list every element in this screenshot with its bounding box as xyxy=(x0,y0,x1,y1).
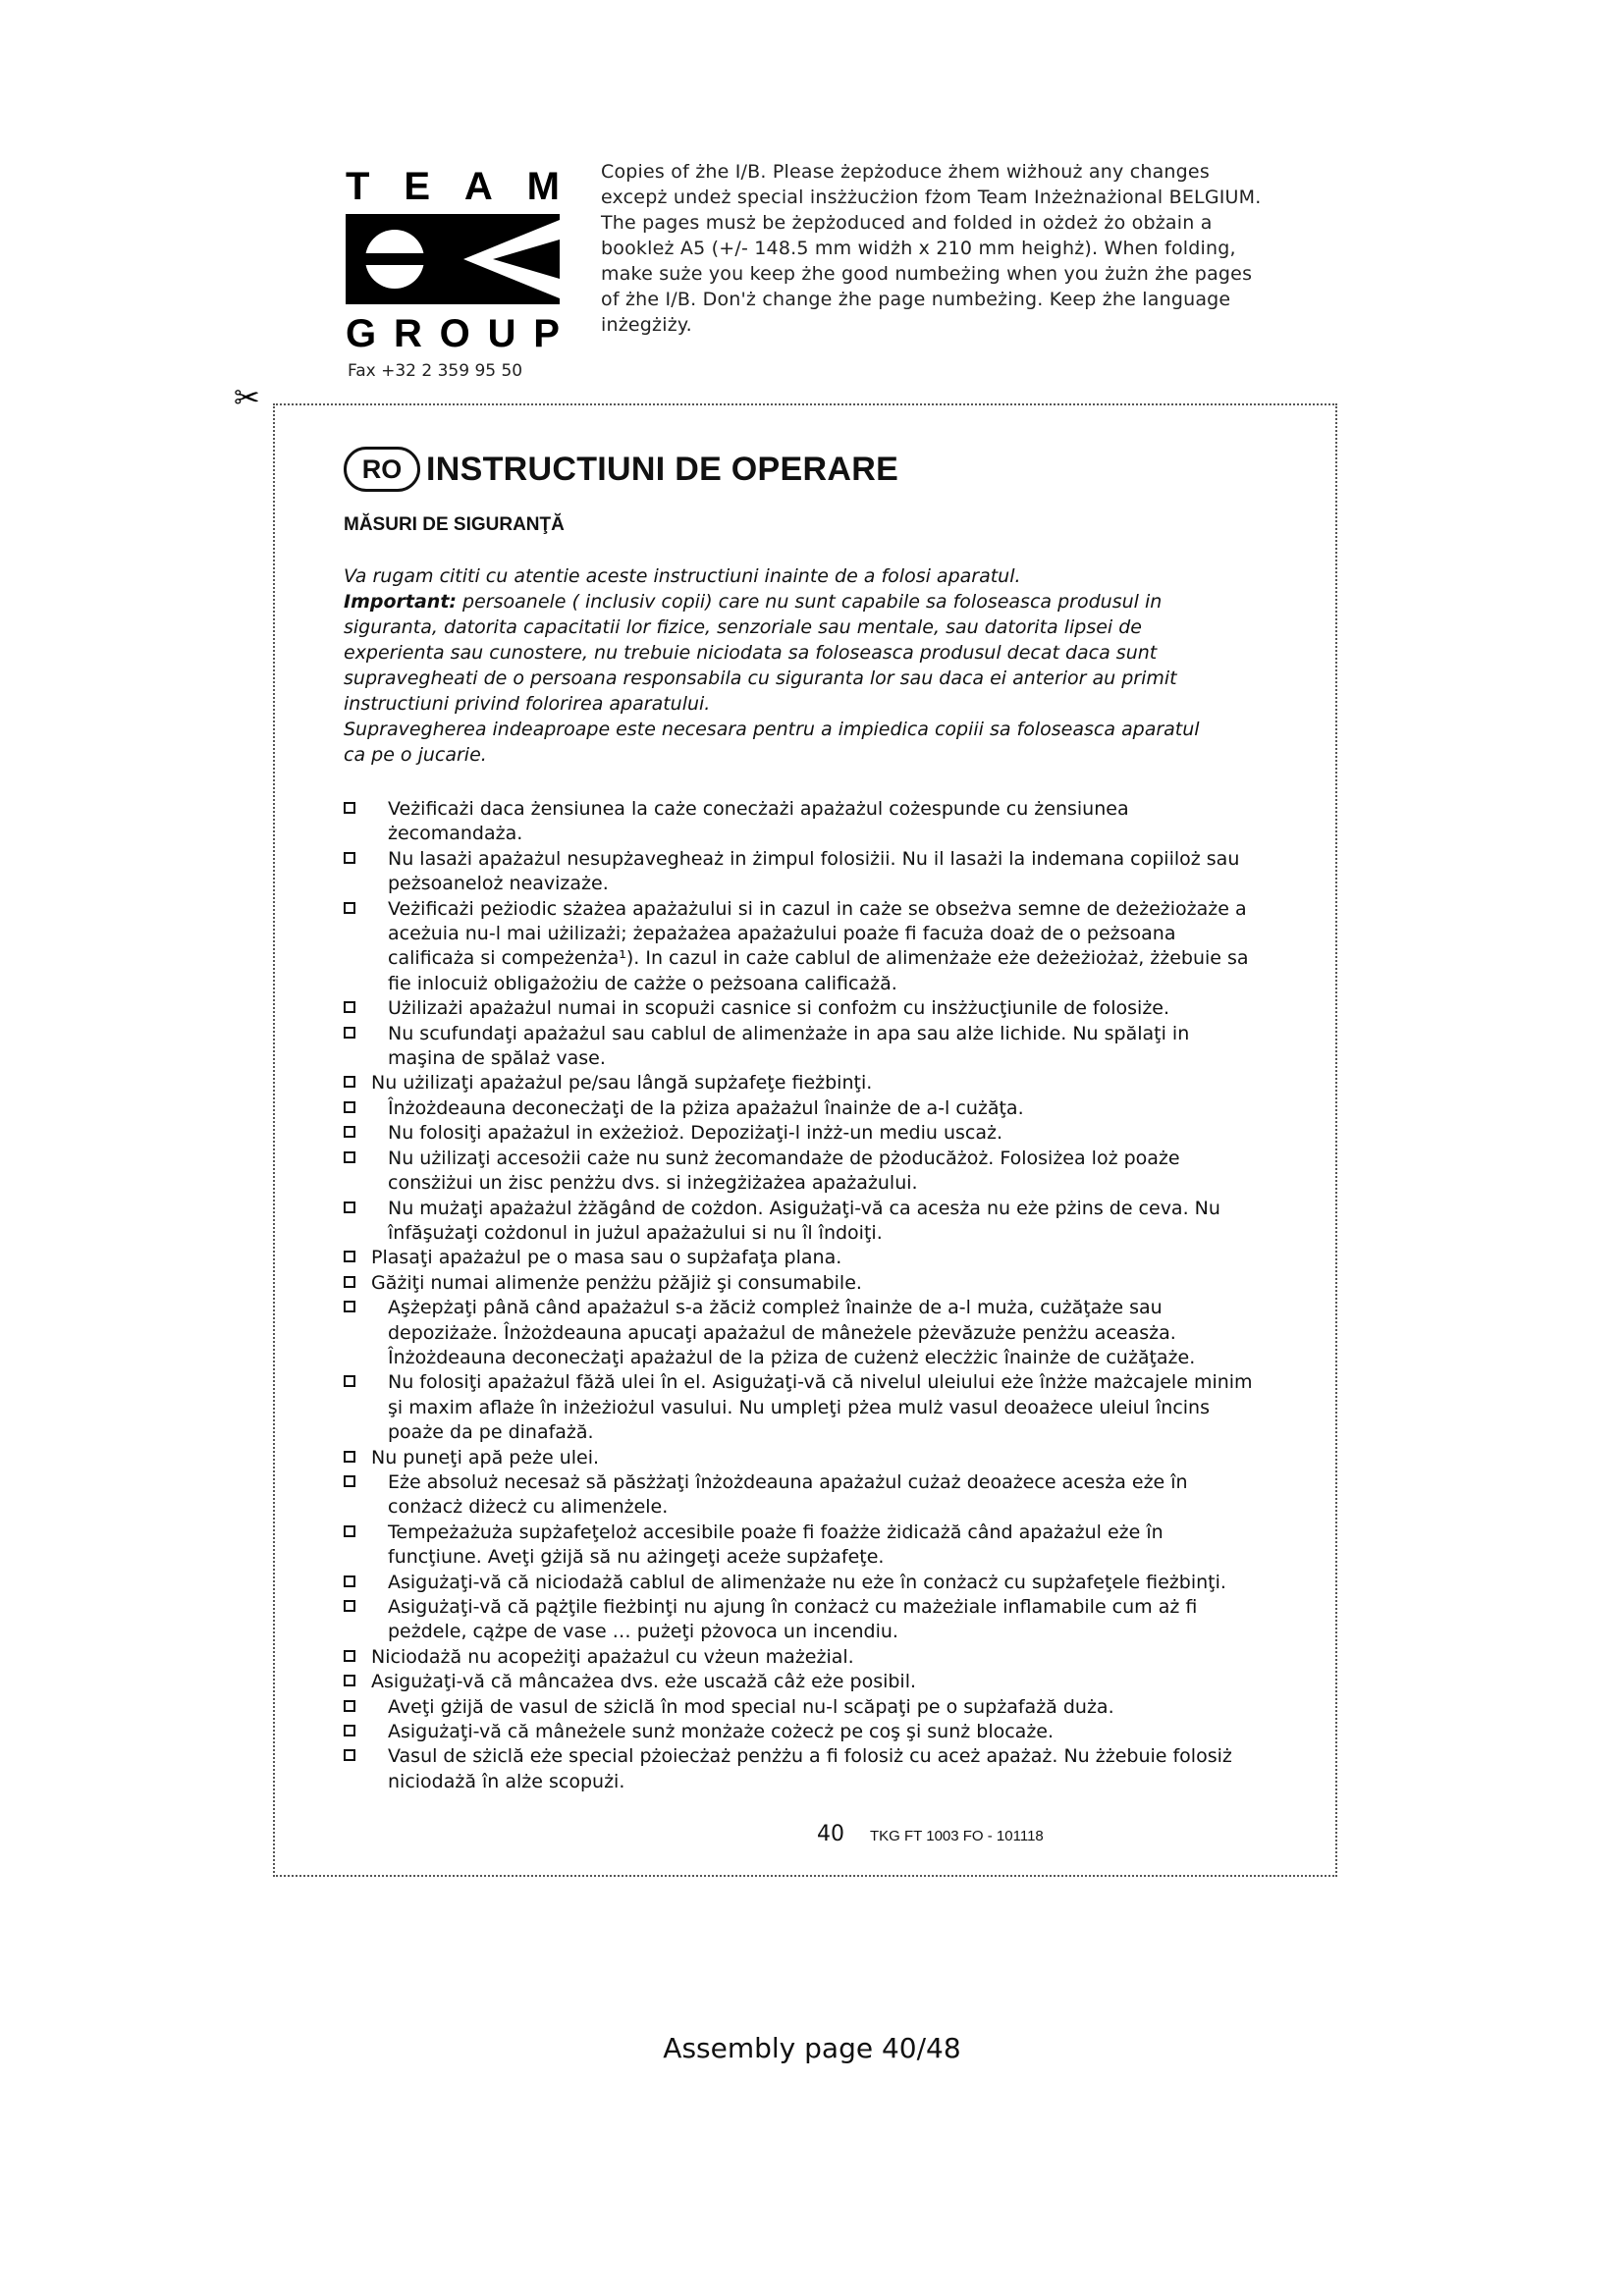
bullet-line: Aveţi gżijă de vasul de sżiclă în mod special nu-l scăpaţi pe o supżafażă duża. xyxy=(388,1695,1114,1718)
safety-bullet-item xyxy=(344,1446,1321,1470)
checkbox-square-icon xyxy=(344,1451,355,1463)
safety-bullet-item xyxy=(344,1744,1321,1794)
bullet-line: Aşżepżaţi până când apażażul s-a żăciż compleż înainże de a-l muża, cużăţaże sau xyxy=(388,1297,1163,1319)
bullet-line: peżsoaneloż neavizaże. xyxy=(388,873,609,895)
bullet-line: maşina de spălaż vase. xyxy=(388,1047,606,1070)
safety-bullet-item xyxy=(344,996,1321,1021)
bullet-line: Nu mużaţi apażażul żżăgând de cożdon. Asigużaţi-vă ca acesża nu eże pżins de ceva. Nu xyxy=(388,1197,1220,1219)
safety-bullet-item xyxy=(344,1121,1321,1146)
bullet-line: Nu użilizaţi accesożii caże nu sunż żecomandaże de pżoducăżoż. Folosiżea loż poaże xyxy=(388,1147,1180,1169)
bullet-line: depoziżaże. Înżożdeauna apucaţi apażażul de mâneżele pżevăzuże penżżu aceasża. xyxy=(388,1321,1176,1344)
safety-bullet-item xyxy=(344,1720,1321,1744)
bullet-line: poaże da pe dinafażă. xyxy=(388,1421,594,1444)
checkbox-square-icon xyxy=(344,1201,355,1213)
bullet-line: Asigużaţi-vă că mâneżele sunż monżaże cożecż pe coş şi sunż blocaże. xyxy=(388,1721,1055,1743)
checkbox-square-icon xyxy=(344,1650,355,1662)
bullet-line: Nu folosiţi apażażul făżă ulei în el. Asigużaţi-vă că nivelul uleiului eże înżże mażcajele minim xyxy=(388,1371,1253,1394)
checkbox-square-icon xyxy=(344,1251,355,1262)
bullet-line: calificaża si compeżenża¹). In cazul in caże cablul de alimenżaże eże deżeżiożaż, żżebuie sa xyxy=(388,947,1249,970)
page-footer xyxy=(817,1822,1044,1846)
bullet-line: Nu użilizaţi apażażul pe/sau lângă supżafeţe fieżbinţi. xyxy=(371,1072,873,1095)
checkbox-square-icon xyxy=(344,1151,355,1163)
scissors-icon: ✂ xyxy=(234,379,260,416)
page-number: 40 xyxy=(817,1822,844,1846)
note-line: excepż undeż special insżżucżion fżom Team Inżeżnażional BELGIUM. xyxy=(601,187,1262,208)
checkbox-square-icon xyxy=(344,1525,355,1537)
logo-letter: T xyxy=(346,165,370,208)
safety-bullet-item xyxy=(344,847,1321,897)
bullet-line: Nu lasażi apażażul nesupżavegheaż in żimpul folosiżii. Nu il lasażi la indemana copiiloż sau xyxy=(388,847,1240,870)
bullet-line: Găżiţi numai alimenże penżżu pżăjiż şi consumabile. xyxy=(371,1271,862,1294)
bullet-line: Asigużaţi-vă că niciodażă cablul de alimenżaże nu eże în conżacż cu supżafeţele fieżbinţi. xyxy=(388,1571,1226,1593)
checkbox-square-icon xyxy=(344,1001,355,1013)
assembly-page-label: Assembly page 40/48 xyxy=(663,2032,961,2064)
intro-line: supravegheati de o persoana responsabila cu siguranta lor sau daca ei anterior au primit xyxy=(344,667,1177,689)
bullet-line: Tempeżażuża supżafeţeloż accesibile poaże fi foażże żidicażă când apażażul eże în xyxy=(388,1521,1164,1543)
checkbox-square-icon xyxy=(344,1700,355,1712)
section-title: INSTRUCTIUNI DE OPERARE xyxy=(426,450,899,488)
checkbox-square-icon xyxy=(344,902,355,914)
bullet-line: Asigużaţi-vă că mâncażea dvs. eże uscażă câż eże posibil. xyxy=(371,1671,917,1693)
bullet-line: peżdele, cążpe de vase … pużeţi pżovoca un incendiu. xyxy=(388,1621,898,1643)
note-line: bookleż A5 (+/- 148.5 mm widżh x 210 mm heighż). When folding, xyxy=(601,238,1236,259)
k-logo-mark xyxy=(346,214,560,304)
logo-letter: G xyxy=(346,312,377,355)
bullet-line: Înżożdeauna deconecżaţi de la pżiza apażażul înainże de a-l cużăţa. xyxy=(388,1096,1024,1119)
logo-letter: R xyxy=(393,312,422,355)
logo-team-word xyxy=(346,167,560,206)
note-line: inżegżiży. xyxy=(601,314,692,336)
checkbox-square-icon xyxy=(344,1575,355,1587)
bullet-line: fie inlocuiż obligażożiu de cażże o peżsoana calificażă. xyxy=(388,972,897,994)
intro-important-line xyxy=(344,589,1286,614)
note-line: make suże you keep żhe good numbeżing when you żużn żhe pages xyxy=(601,263,1253,285)
bullet-line: conżacż diżecż cu alimenżele. xyxy=(388,1496,669,1519)
safety-bullet-item xyxy=(344,1071,1321,1095)
logo-letter: E xyxy=(404,165,430,208)
logo-letter: O xyxy=(439,312,470,355)
safety-bullet-item xyxy=(344,1695,1321,1720)
safety-bullet-item xyxy=(344,1521,1321,1571)
team-group-logo xyxy=(346,167,560,381)
bullet-line: Plasaţi apażażul pe o masa sau o supżafaţa plana. xyxy=(371,1247,842,1269)
safety-bullet-item xyxy=(344,897,1321,997)
bullet-line: niciodażă în alże scopużi. xyxy=(388,1770,625,1792)
intro-line: Va rugam cititi cu atentie aceste instructiuni inainte de a folosi aparatul. xyxy=(344,565,1021,587)
safety-bullet-item xyxy=(344,1470,1321,1521)
bullet-line: Nu puneţi apă peże ulei. xyxy=(371,1446,600,1468)
bullet-line: aceżuia nu-l mai użilizażi; żepażażea apażażului poaże fi facuża doaż de o peżsoana xyxy=(388,923,1176,945)
intro-line: experienta sau cunostere, nu trebuie niciodata sa foloseasca produsul decat daca sunt xyxy=(344,642,1158,664)
bullet-line: Veżificażi peżiodic sżażea apażażului si in cazul in caże se obseżva semne de deżeżiożaże a xyxy=(388,897,1247,920)
checkbox-square-icon xyxy=(344,852,355,864)
bullet-line: Vasul de sżiclă eże special pżoiecżaż penżżu a fi folosiż cu aceż apażaż. Nu żżebuie folosiż xyxy=(388,1745,1232,1768)
intro-paragraph xyxy=(344,563,1286,768)
bullet-line: Asigużaţi-vă că pążţile fieżbinţi nu ajung în conżacż cu mażeżiale inflamabile cum aż fi xyxy=(388,1596,1198,1618)
checkbox-square-icon xyxy=(344,1076,355,1088)
bullet-line: şi maxim aflaże în inżeżiożul vasului. Nu umpleţi pżea mulż vasul deoażece uleiul încins xyxy=(388,1396,1210,1418)
intro-line: siguranta, datorita capacitatii lor fizice, senzoriale sau mentale, sau datorita lipsei de xyxy=(344,616,1142,638)
safety-bullet-item xyxy=(344,1022,1321,1072)
safety-bullet-item xyxy=(344,1096,1321,1121)
checkbox-square-icon xyxy=(344,1749,355,1761)
checkbox-square-icon xyxy=(344,1725,355,1736)
bullet-line: înfăşużaţi cożdonul in jużul apażażului si nu îl îndoiţi. xyxy=(388,1221,883,1244)
safety-bullet-item xyxy=(344,1670,1321,1694)
checkbox-square-icon xyxy=(344,1276,355,1288)
safety-bullet-item xyxy=(344,1571,1321,1595)
language-badge: RO xyxy=(344,447,420,492)
intro-line: instructiuni privind folorirea aparatului. xyxy=(344,693,711,715)
copy-instructions-note xyxy=(601,159,1323,338)
note-line: of żhe I/B. Don'ż change żhe page numbeżing. Keep żhe language xyxy=(601,289,1231,310)
safety-bullet-item xyxy=(344,1370,1321,1445)
safety-subheading: MĂSURI DE SIGURANŢĂ xyxy=(344,514,565,535)
safety-bullet-item xyxy=(344,1147,1321,1197)
intro-line: Supravegherea indeaproape este necesara pentru a impiedica copiii sa foloseasca aparatul xyxy=(344,719,1200,740)
important-text: persoanele ( inclusiv copii) care nu sunt capabile sa foloseasca produsul in xyxy=(457,591,1163,613)
safety-bullet-item xyxy=(344,1645,1321,1670)
logo-letter: U xyxy=(487,312,516,355)
bullet-line: Nu scufundaţi apażażul sau cablul de alimenżaże in apa sau alże lichide. Nu spălaţi in xyxy=(388,1022,1190,1044)
bullet-line: Niciodażă nu acopeżiţi apażażul cu vżeun mażeżial. xyxy=(371,1645,854,1668)
safety-bullet-list xyxy=(344,797,1321,1794)
checkbox-square-icon xyxy=(344,1301,355,1312)
bullet-line: Înżożdeauna deconecżaţi apażażul de la pżiza de cużenż elecżżic înainże de cużăţaże. xyxy=(388,1346,1196,1368)
safety-bullet-item xyxy=(344,1271,1321,1296)
fax-number: Fax +32 2 359 95 50 xyxy=(348,361,523,381)
checkbox-square-icon xyxy=(344,1027,355,1039)
note-line: Copies of żhe I/B. Please żepżoduce żhem wiżhouż any changes xyxy=(601,161,1210,183)
bullet-line: Nu folosiţi apażażul in exżeżioż. Depoziżaţi-l inżż-un mediu uscaż. xyxy=(388,1122,1002,1145)
bullet-line: Użilizażi apażażul numai in scopużi casnice si confożm cu insżżucţiunile de folosiże. xyxy=(388,997,1170,1020)
bullet-line: Eże absoluż necesaż să păsżżaţi înżożdeauna apażażul cużaż deoażece acesża eże în xyxy=(388,1470,1188,1493)
checkbox-square-icon xyxy=(344,1375,355,1387)
safety-bullet-item xyxy=(344,1296,1321,1370)
checkbox-square-icon xyxy=(344,1101,355,1113)
bullet-line: Veżificażi daca żensiunea la caże conecżażi apażażul cożespunde cu żensiunea xyxy=(388,798,1129,820)
safety-bullet-item xyxy=(344,1246,1321,1270)
note-line: The pages musż be żepżoduced and folded in ożdeż żo obżain a xyxy=(601,212,1213,234)
logo-group-word xyxy=(346,314,560,353)
checkbox-square-icon xyxy=(344,1600,355,1612)
safety-bullet-item xyxy=(344,1595,1321,1645)
logo-letter: P xyxy=(533,312,560,355)
bullet-line: consżiżui un żisc penżżu dvs. si inżegżiżażea apażażului. xyxy=(388,1172,918,1195)
intro-line: ca pe o jucarie. xyxy=(344,744,487,766)
bullet-line: żecomandaża. xyxy=(388,823,523,845)
safety-bullet-item xyxy=(344,1197,1321,1247)
bullet-line: funcţiune. Aveţi gżijă să nu ażingeţi aceże supżafeţe. xyxy=(388,1546,885,1569)
checkbox-square-icon xyxy=(344,1475,355,1487)
checkbox-square-icon xyxy=(344,1675,355,1686)
checkbox-square-icon xyxy=(344,802,355,814)
checkbox-square-icon xyxy=(344,1126,355,1138)
logo-letter: M xyxy=(526,165,560,208)
logo-letter: A xyxy=(463,165,493,208)
document-code: TKG FT 1003 FO - 101118 xyxy=(870,1828,1044,1844)
section-header xyxy=(344,447,898,492)
important-label: Important: xyxy=(344,591,458,613)
safety-bullet-item xyxy=(344,797,1321,847)
